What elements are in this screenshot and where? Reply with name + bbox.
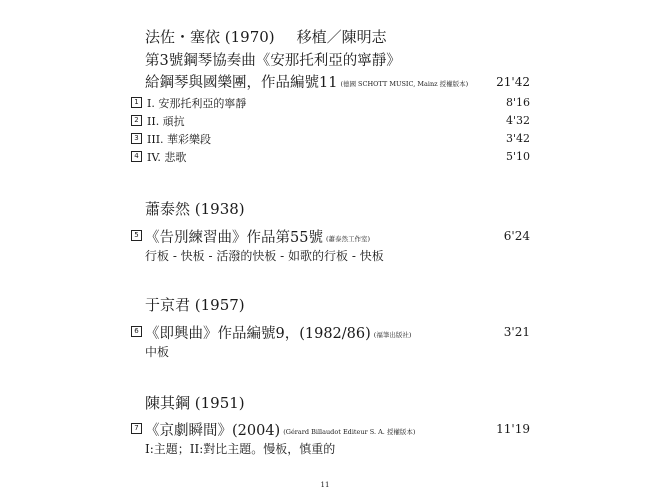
track-number: 5 (131, 230, 142, 241)
tempo-markings: 中板 (145, 345, 170, 359)
track-number: 2 (131, 115, 142, 126)
tempo-markings: I:主題；II:對比主題。慢板，慎重的 (145, 442, 336, 456)
movement-title: IV. 悲歌 (147, 151, 187, 164)
movement-duration: 3'42 (505, 132, 530, 145)
track-number: 4 (131, 151, 142, 162)
movement-title: III. 華彩樂段 (147, 133, 212, 146)
work-title: 《京劇瞬間》(2004) (Gérard Billaudot Editeur S. A. 授權版本) (145, 423, 416, 439)
composer-name: 陳其鋼 (1951) (145, 394, 245, 412)
track-number: 1 (131, 97, 142, 108)
work-duration: 6'24 (503, 229, 530, 243)
work-subtitle: 給鋼琴與國樂團，作品編號11 (德國 SCHOTT MUSIC, Mainz 授權版本) (145, 75, 469, 91)
work-title: 《即興曲》作品編號9，(1982/86) (福筆出版社) (145, 326, 412, 342)
movement-duration: 8'16 (505, 96, 530, 109)
movement-title: I. 安那托利亞的寧靜 (147, 97, 247, 110)
composer-name: 法佐・塞依 (1970) 移植／陳明志 (145, 28, 387, 46)
work-title: 第3號鋼琴協奏曲《安那托利亞的寧靜》 (145, 53, 401, 69)
track-number: 7 (131, 423, 142, 434)
tempo-markings: 行板 - 快板 - 活潑的快板 - 如歌的行板 - 快板 (145, 249, 384, 263)
movement-duration: 4'32 (505, 114, 530, 127)
work-duration: 11'19 (496, 422, 530, 436)
publisher-note: (德國 SCHOTT MUSIC, Mainz 授權版本) (340, 79, 469, 88)
publisher-note: (蕭泰然工作室) (325, 234, 371, 243)
movement-title: II. 頑抗 (147, 115, 185, 128)
track-number: 6 (131, 326, 142, 337)
page-number: 11 (320, 481, 330, 489)
work-duration: 21'42 (496, 75, 530, 89)
publisher-note: (福筆出版社) (373, 330, 412, 339)
arranger-credit: 移植／陳明志 (296, 28, 387, 46)
publisher-note: (Gérard Billaudot Editeur S. A. 授權版本) (283, 427, 416, 436)
composer-name: 蕭泰然 (1938) (145, 200, 245, 218)
track-number: 3 (131, 133, 142, 144)
composer-name: 于京君 (1957) (145, 296, 245, 314)
movement-duration: 5'10 (505, 150, 530, 163)
work-duration: 3'21 (503, 325, 530, 339)
work-title: 《告別練習曲》作品第55號 (蕭泰然工作室) (145, 230, 371, 246)
